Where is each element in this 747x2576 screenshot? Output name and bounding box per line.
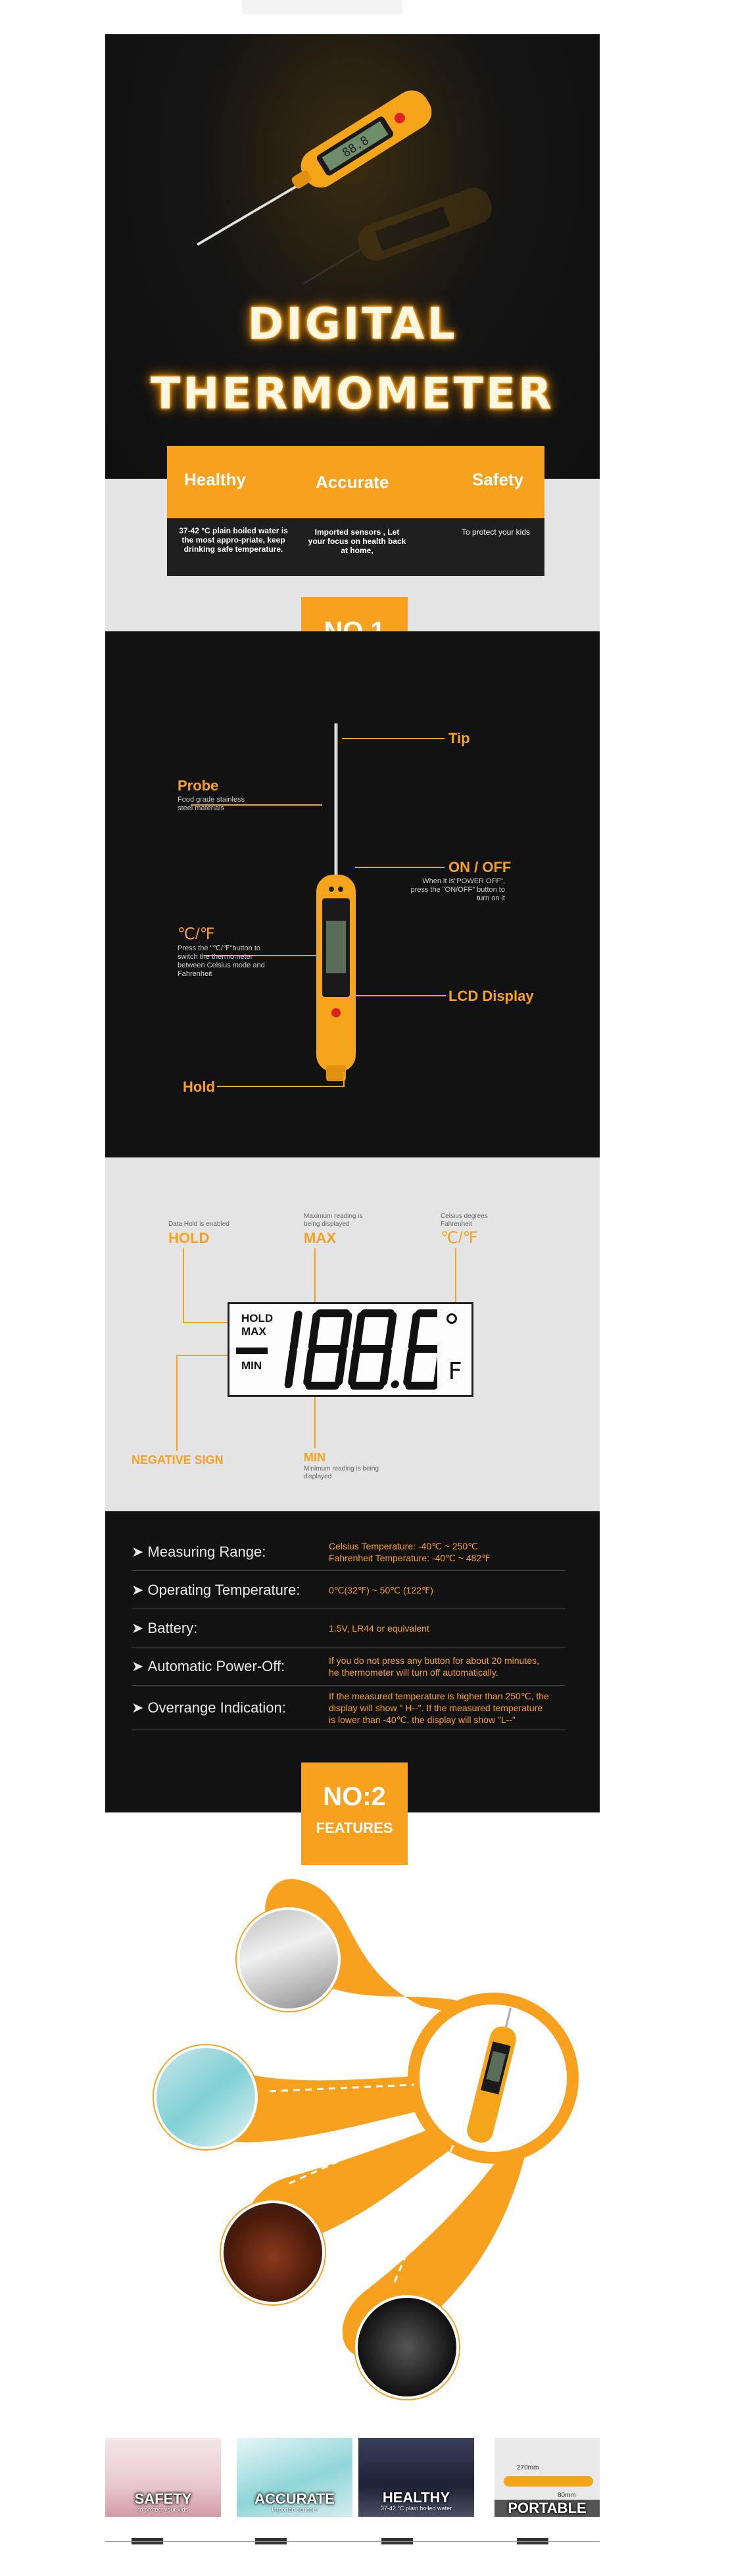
- feature-photo-cooking: [355, 2295, 459, 2399]
- unit-line-v: [318, 921, 320, 956]
- spec-row-overrange: ➤ Overrange Indication: If the measured temperature is higher than 250℃, the display will show " H--". If the measured temperature is lower than -40℃, the display will show "L--": [132, 1686, 566, 1730]
- lcd-section: [105, 1157, 600, 1511]
- hold-line-lcd-h: [183, 1322, 229, 1323]
- feature-accurate: Accurate: [316, 472, 389, 492]
- spec-row-power-off: ➤ Automatic Power-Off: If you do not press any button for about 20 minutes, he thermometer will turn off automatically.: [132, 1648, 566, 1686]
- svg-text:88.8: 88.8: [339, 133, 372, 160]
- thumb-label: ACCURATE: [254, 2491, 335, 2507]
- spec-value: 1.5V, LR44 or equivalent: [329, 1623, 429, 1634]
- features-badge-number: NO:2: [323, 1782, 386, 1811]
- unit-desc: Press the "℃/℉"button to switch the thermometer between Celsius mode and Fahrenheit: [178, 944, 265, 978]
- neg-line-v: [176, 1355, 178, 1451]
- feature-safety: Safety: [472, 470, 524, 489]
- feature-bar: [167, 446, 544, 518]
- spec-key: Battery:: [147, 1620, 198, 1636]
- portable-dim-2: 80mm: [558, 2492, 576, 2499]
- spec-row-operating: ➤ Operating Temperature: 0℃(32℉) ~ 50℃ (122℉): [132, 1572, 566, 1609]
- feature-notes-bar: [167, 518, 544, 576]
- thumb-accurate: [237, 2438, 352, 2517]
- portable-dim-1: 270mm: [517, 2464, 539, 2471]
- unit-label: ℃/℉: [178, 925, 215, 943]
- max-title: MAX: [304, 1230, 336, 1246]
- spec-value: Celsius Temperature: -40℃ ~ 250℃: [329, 1541, 478, 1551]
- thumb-sub: to protect your kids: [137, 2506, 189, 2513]
- thumb-portable: [494, 2438, 600, 2517]
- neg-line-h: [176, 1355, 233, 1356]
- neg-title: NEGATIVE SIGN: [132, 1453, 224, 1467]
- feature-note-healthy: 37-42 °C plain boiled water is the most appro-priate, keep drinking safe temperature.: [179, 526, 288, 554]
- min-desc: Minimum reading is being displayed: [304, 1465, 379, 1480]
- features-badge: [301, 1762, 408, 1865]
- spec-value: If the measured temperature is higher than 250℃, the display will show " H--". If the measured temperature: [329, 1691, 549, 1713]
- hero-section: [105, 34, 600, 479]
- diagram-section: [105, 631, 600, 1157]
- screen-degree: [446, 1313, 457, 1324]
- spec-value-2: he thermometer will turn off automatically.: [329, 1667, 498, 1678]
- tip-label: Tip: [448, 730, 470, 746]
- hold-label: Hold: [183, 1079, 215, 1095]
- probe-desc: Food grade stainless steel materials: [178, 796, 245, 812]
- bottom-divider: [105, 2541, 600, 2542]
- thermometer-hero-image: [184, 74, 526, 310]
- max-line-lcd: [314, 1248, 316, 1309]
- hero-title-line2: THERMOMETER: [151, 368, 554, 419]
- spec-key: Operating Temperature:: [147, 1582, 301, 1598]
- onoff-label: ON / OFF: [448, 859, 512, 875]
- thumb-label: SAFETY: [134, 2491, 192, 2507]
- hold-desc: Data Hold is enabled: [168, 1221, 229, 1228]
- feature-photo-steak: [221, 2200, 325, 2304]
- screen-minus: [236, 1348, 268, 1354]
- spec-key: Automatic Power-Off:: [147, 1658, 285, 1674]
- feature-note-accurate: Imported sensors , Let your focus on health back at home,: [308, 527, 406, 555]
- max-desc: Maximum reading is being displayed: [304, 1213, 363, 1228]
- thermometer-diagram-image: [300, 723, 372, 1092]
- spec-value-2: is lower than -40℃, the display will show "L--": [329, 1714, 516, 1725]
- probe-label: Probe: [178, 777, 219, 794]
- screen-max: MAX: [241, 1325, 266, 1338]
- feature-healthy: Healthy: [184, 470, 246, 489]
- portable-thermo: [504, 2476, 593, 2487]
- spec-row-battery: ➤ Battery: 1.5V, LR44 or equivalent: [132, 1610, 566, 1647]
- screen-hold: HOLD: [241, 1312, 274, 1324]
- spec-value: 0℃(32℉) ~ 50℃ (122℉): [329, 1585, 433, 1595]
- spec-value: If you do not press any button for about 20 minutes,: [329, 1655, 539, 1666]
- lcd-digits: [273, 1308, 437, 1391]
- screen-unit: F: [448, 1358, 462, 1385]
- thumb-sub: 37-42 °C plain boiled water: [380, 2505, 452, 2512]
- screen-min: MIN: [241, 1359, 262, 1372]
- lcd-label: LCD Display: [448, 988, 534, 1004]
- hero-title-line1: DIGITAL: [247, 299, 458, 349]
- spec-row-range: ➤ Measuring Range: Celsius Temperature: -40℃ ~ 250℃ Fahrenheit Temperature: -40℃ ~ 482℉: [132, 1534, 566, 1571]
- lcd-line: [354, 995, 446, 996]
- features-badge-label: FEATURES: [316, 1820, 393, 1836]
- tip-line: [342, 738, 445, 739]
- thumb-label: HEALTHY: [382, 2489, 450, 2506]
- onoff-line: [355, 867, 445, 868]
- hold-title: HOLD: [168, 1230, 210, 1246]
- top-strip: [242, 0, 402, 14]
- feature-photo-baby-bath: [154, 2045, 258, 2149]
- spec-key: Measuring Range:: [147, 1543, 266, 1560]
- thumb-safety: [105, 2438, 221, 2517]
- hold-line-lcd: [183, 1248, 184, 1323]
- hold-line-v: [343, 1072, 345, 1086]
- hold-line: [217, 1086, 345, 1087]
- feature-photo-kitchen: [237, 1907, 341, 2011]
- lcd-screen: [228, 1302, 473, 1397]
- spec-value-2: Fahrenheit Temperature: -40℃ ~ 482℉: [329, 1553, 491, 1563]
- thumb-healthy: [358, 2438, 474, 2517]
- spec-key: Overrange Indication:: [147, 1699, 286, 1716]
- unit-title-lcd: ℃/℉: [441, 1229, 478, 1247]
- feature-note-safety: To protect your kids: [461, 527, 531, 537]
- thumb-label: PORTABLE: [494, 2500, 600, 2517]
- onoff-desc: When it is"POWER OFF", press the "ON/OFF" button to turn on it: [410, 877, 505, 902]
- thumb-sub: Imported sensors: [272, 2506, 318, 2513]
- min-title: MIN: [304, 1451, 325, 1464]
- unit-desc-lcd: Celsius degrees Fahrenheit: [441, 1213, 488, 1228]
